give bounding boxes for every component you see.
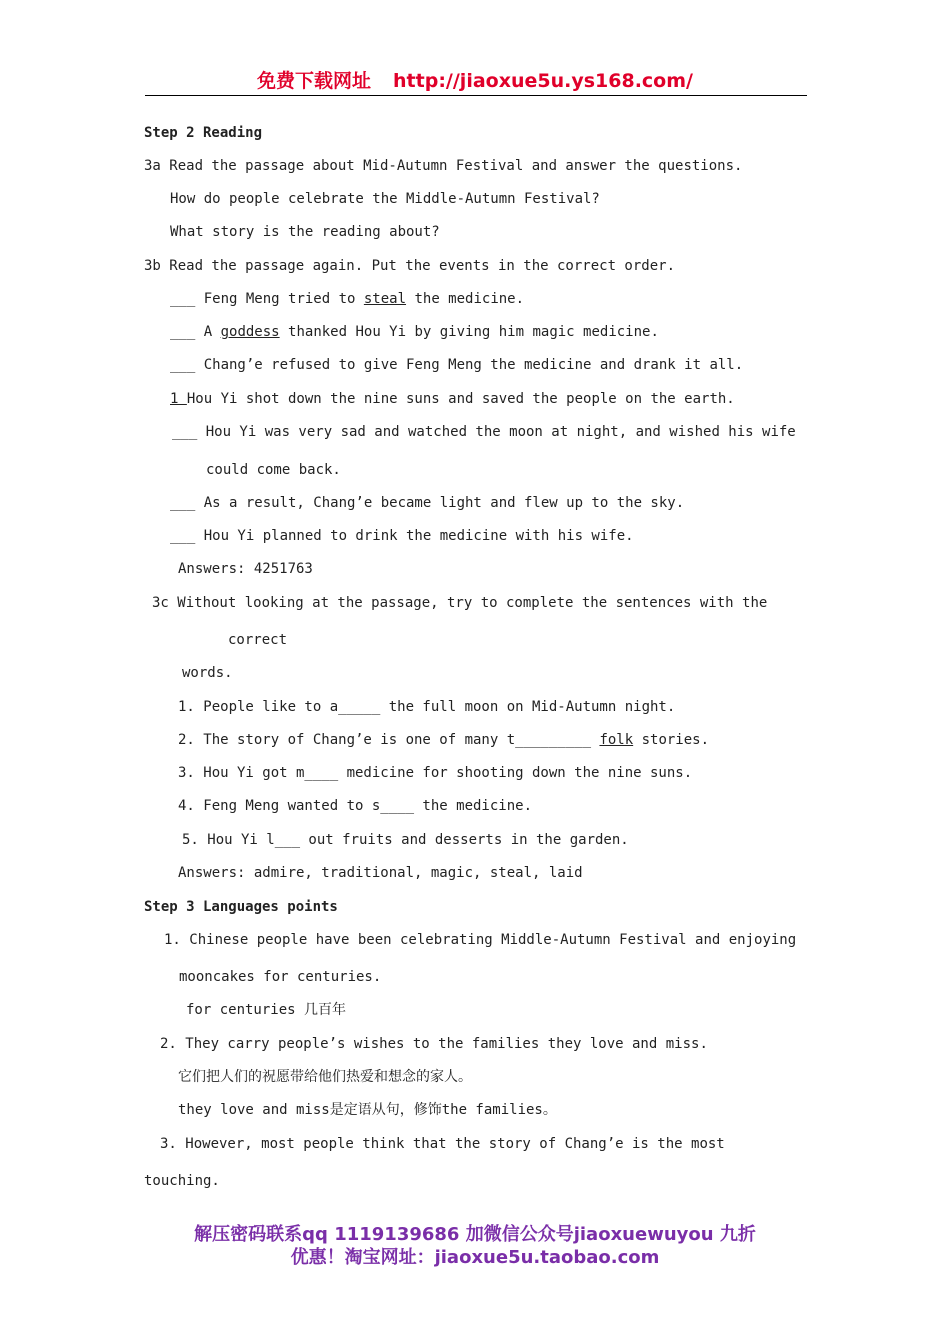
event-4: 1 Hou Yi shot down the nine suns and saved the people on the earth. — [170, 391, 735, 407]
sentence-2: 2. The story of Chang’e is one of many t_________ folk stories. — [178, 732, 710, 748]
sentence-5: 5. Hou Yi l___ out fruits and desserts in the garden. — [182, 832, 629, 848]
event-7: ___ Hou Yi planned to drink the medicine with his wife. — [170, 528, 634, 544]
q3a-question-1: How do people celebrate the Middle-Autumn Festival? — [170, 191, 600, 207]
q3a-instruction: 3a Read the passage about Mid-Autumn Festival and answer the questions. — [144, 158, 743, 174]
q3c-instruction-3: words. — [182, 665, 233, 681]
q3b-instruction: 3b Read the passage again. Put the events in the correct order. — [144, 258, 676, 274]
step3-heading: Step 3 Languages points — [144, 899, 338, 915]
header-url[interactable]: http://jiaoxue5u.ys168.com/ — [393, 70, 693, 92]
q3c-instruction-1: 3c Without looking at the passage, try to complete the sentences with the — [152, 595, 768, 611]
sentence-1: 1. People like to a_____ the full moon on Mid-Autumn night. — [178, 699, 676, 715]
q3a-question-2: What story is the reading about? — [170, 224, 440, 240]
step2-heading: Step 2 Reading — [144, 125, 263, 141]
event-3: ___ Chang’e refused to give Feng Meng the medicine and drank it all. — [170, 357, 744, 373]
answers-3b: Answers: 4251763 — [178, 561, 313, 577]
page-header — [145, 66, 805, 93]
answers-3c: Answers: admire, traditional, magic, steal, laid — [178, 865, 583, 881]
point-2-translation: 它们把人们的祝愿带给他们热爱和想念的家人。 — [178, 1069, 472, 1085]
event-5-line-2: could come back. — [206, 462, 341, 478]
point-1-line-2: mooncakes for centuries. — [179, 969, 382, 985]
point-2-line-1: 2. They carry people’s wishes to the families they love and miss. — [160, 1036, 708, 1052]
point-3-line-2: touching. — [144, 1173, 220, 1189]
point-3-line-1: 3. However, most people think that the story of Chang’e is the most — [160, 1136, 725, 1152]
header-divider — [145, 95, 807, 96]
event-5-line-1: ___ Hou Yi was very sad and watched the moon at night, and wished his wife — [172, 424, 796, 440]
point-2-note: they love and miss是定语从句，修饰the families。 — [178, 1102, 557, 1118]
point-1-note: for centuries 几百年 — [186, 1002, 347, 1018]
header-title: 免费下载网址 — [257, 70, 372, 92]
sentence-3: 3. Hou Yi got m____ medicine for shooting down the nine suns. — [178, 765, 693, 781]
event-2: ___ A goddess thanked Hou Yi by giving him magic medicine. — [170, 324, 659, 340]
event-6: ___ As a result, Chang’e became light and flew up to the sky. — [170, 495, 685, 511]
q3c-instruction-2: correct — [228, 632, 288, 648]
footer-line-1: 解压密码联系qq 1119139686 加微信公众号jiaoxuewuyou 九折 — [194, 1224, 756, 1245]
footer-line-2: 优惠！淘宝网址：jiaoxue5u.taobao.com — [290, 1247, 660, 1268]
event-1: ___ Feng Meng tried to steal the medicine. — [170, 291, 525, 307]
sentence-4: 4. Feng Meng wanted to s____ the medicine. — [178, 798, 533, 814]
point-1-line-1: 1. Chinese people have been celebrating Middle-Autumn Festival and enjoying — [164, 932, 797, 948]
